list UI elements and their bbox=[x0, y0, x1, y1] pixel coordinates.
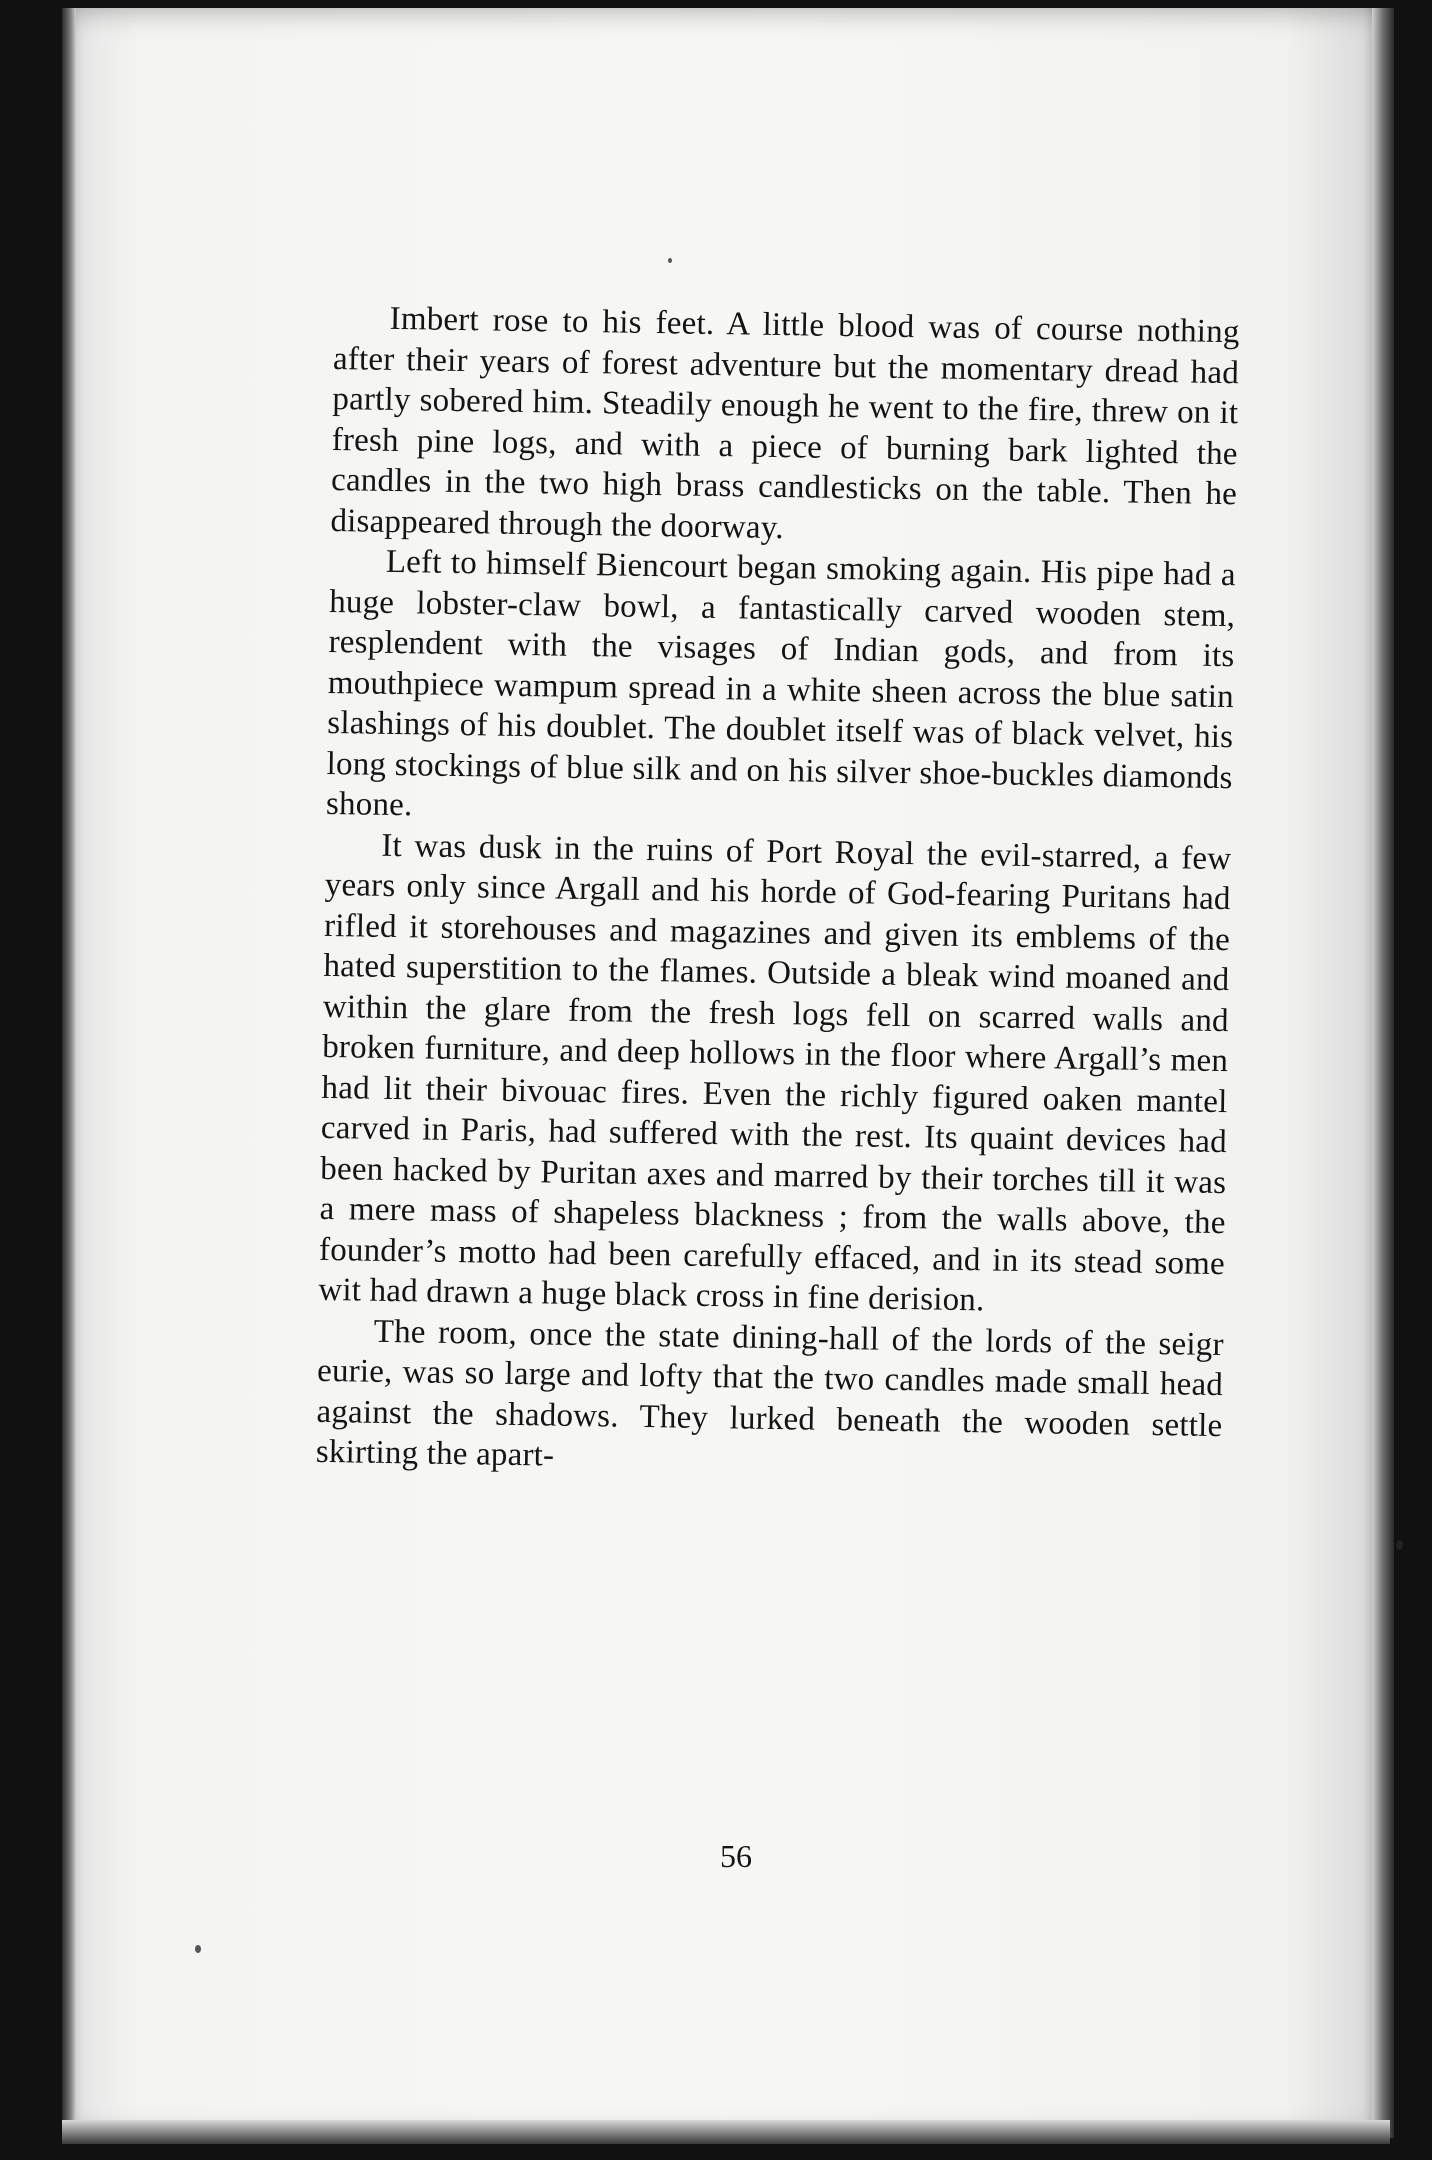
print-speck bbox=[195, 1945, 201, 1953]
paragraph: Left to himself Biencourt began smoking again. His pipe had a huge lobster-claw bowl, a fantastically carved wooden stem, resplendent with the visages of Indian gods, and from its mouthpiece wampum spread in a white sheen across the blue satin slashings of his doublet. The doublet itself was of black velvet, his long stockings of blue silk and on his silver shoe-buckles diamonds shone. bbox=[325, 543, 1237, 824]
print-speck bbox=[668, 258, 672, 263]
page-right-edge bbox=[1372, 8, 1394, 2138]
page-left-edge bbox=[62, 8, 76, 2138]
body-text bbox=[316, 298, 1240, 1487]
page-number: 56 bbox=[720, 1838, 752, 1874]
paragraph: It was dusk in the ruins of Port Royal the evil-starred, a few years only since Argall and his horde of God-fearing Puritans had rifled it storehouses and magazines and given its emblems of the hated superstition to the flames. Outside a bleak wind moaned and within the glare from the fresh logs fell on scarred walls and broken furniture, and deep hollows in the floor where Argall’s men had lit their bivouac fires. Even the richly figured oaken mantel carved in Paris, had suffered with the rest. Its quaint devices had been hacked by Puritan axes and marred by their torches till it was a mere mass of shapeless blackness ; from the walls above, the founder’s motto had been carefully effaced, and in its stead some wit had drawn a huge black cross in fine derision. bbox=[318, 827, 1232, 1319]
paragraph: The room, once the state dining-hall of the lords of the seigr eurie, was so large and lofty that the two candles made small head against the shadows. They lurked beneath the wooden settle skirting the apart- bbox=[315, 1313, 1224, 1474]
print-speck bbox=[1396, 1540, 1403, 1550]
paragraph: Imbert rose to his feet. A little blood was of course nothing after their years of forest adventure but the momentary dread had partly sobered him. Steadily enough he went to the fire, threw on it fresh pine logs, and with a piece of burning bark lighted the candles in the two high brass candlesticks on the table. Then he disappeared through the doorway. bbox=[330, 300, 1240, 546]
page-bottom-edge bbox=[62, 2120, 1390, 2144]
